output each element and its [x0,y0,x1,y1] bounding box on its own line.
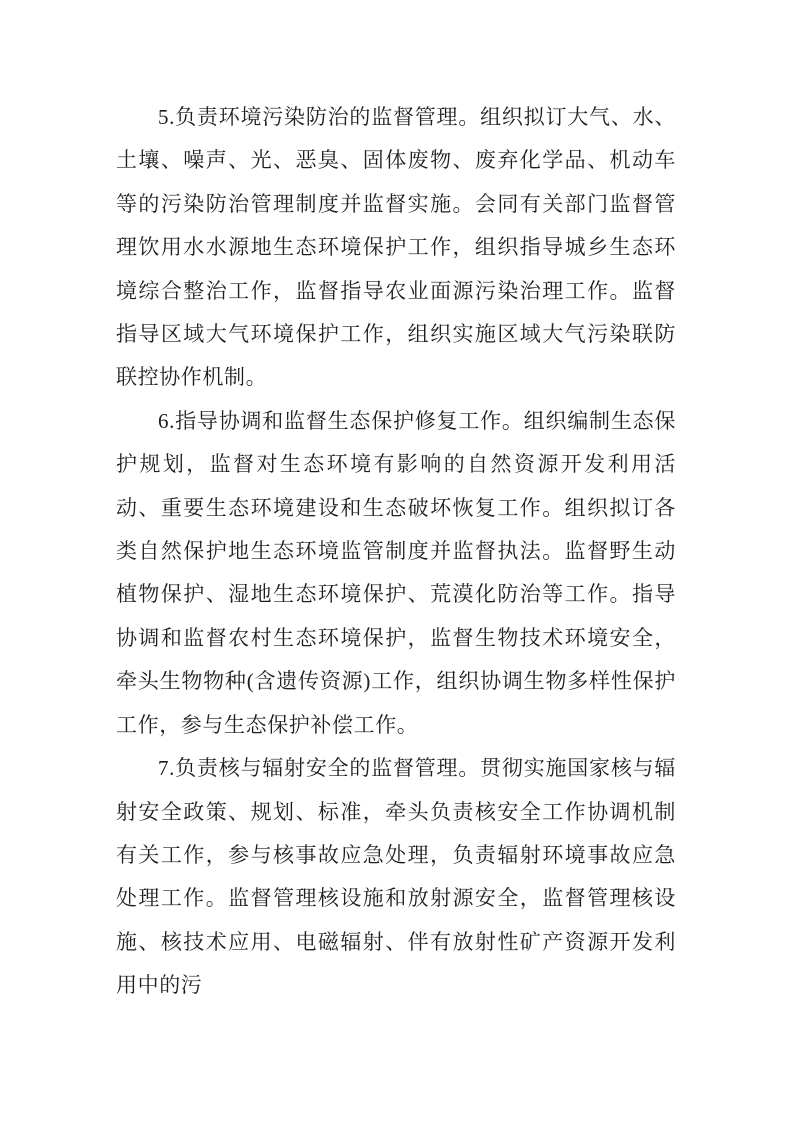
paragraph-item-7: 7.负责核与辐射安全的监督管理。贯彻实施国家核与辐射安全政策、规划、标准，牵头负责核安全工作协调机制有关工作，参与核事故应急处理，负责辐射环境事故应急处理工作。监督管理核设施和放射源安全，监督管理核设施、核技术应用、电磁辐射、伴有放射性矿产资源开发利用中的污 [116,756,676,998]
paragraph-item-5: 5.负责环境污染防治的监督管理。组织拟订大气、水、土壤、噪声、光、恶臭、固体废物、废弃化学品、机动车等的污染防治管理制度并监督实施。会同有关部门监督管理饮用水水源地生态环境保护工作，组织指导城乡生态环境综合整治工作，监督指导农业面源污染治理工作。监督指导区域大气环境保护工作，组织实施区域大气污染联防联控协作机制。 [116,105,676,390]
document-text-body [116,96,676,1008]
paragraph-item-6: 6.指导协调和监督生态保护修复工作。组织编制生态保护规划，监督对生态环境有影响的自然资源开发利用活动、重要生态环境建设和生态破坏恢复工作。组织拟订各类自然保护地生态环境监管制度并监督执法。监督野生动植物保护、湿地生态环境保护、荒漠化防治等工作。指导协调和监督农村生态环境保护，监督生物技术环境安全，牵头生物物种(含遗传资源)工作，组织协调生物多样性保护工作，参与生态保护补偿工作。 [116,408,676,737]
